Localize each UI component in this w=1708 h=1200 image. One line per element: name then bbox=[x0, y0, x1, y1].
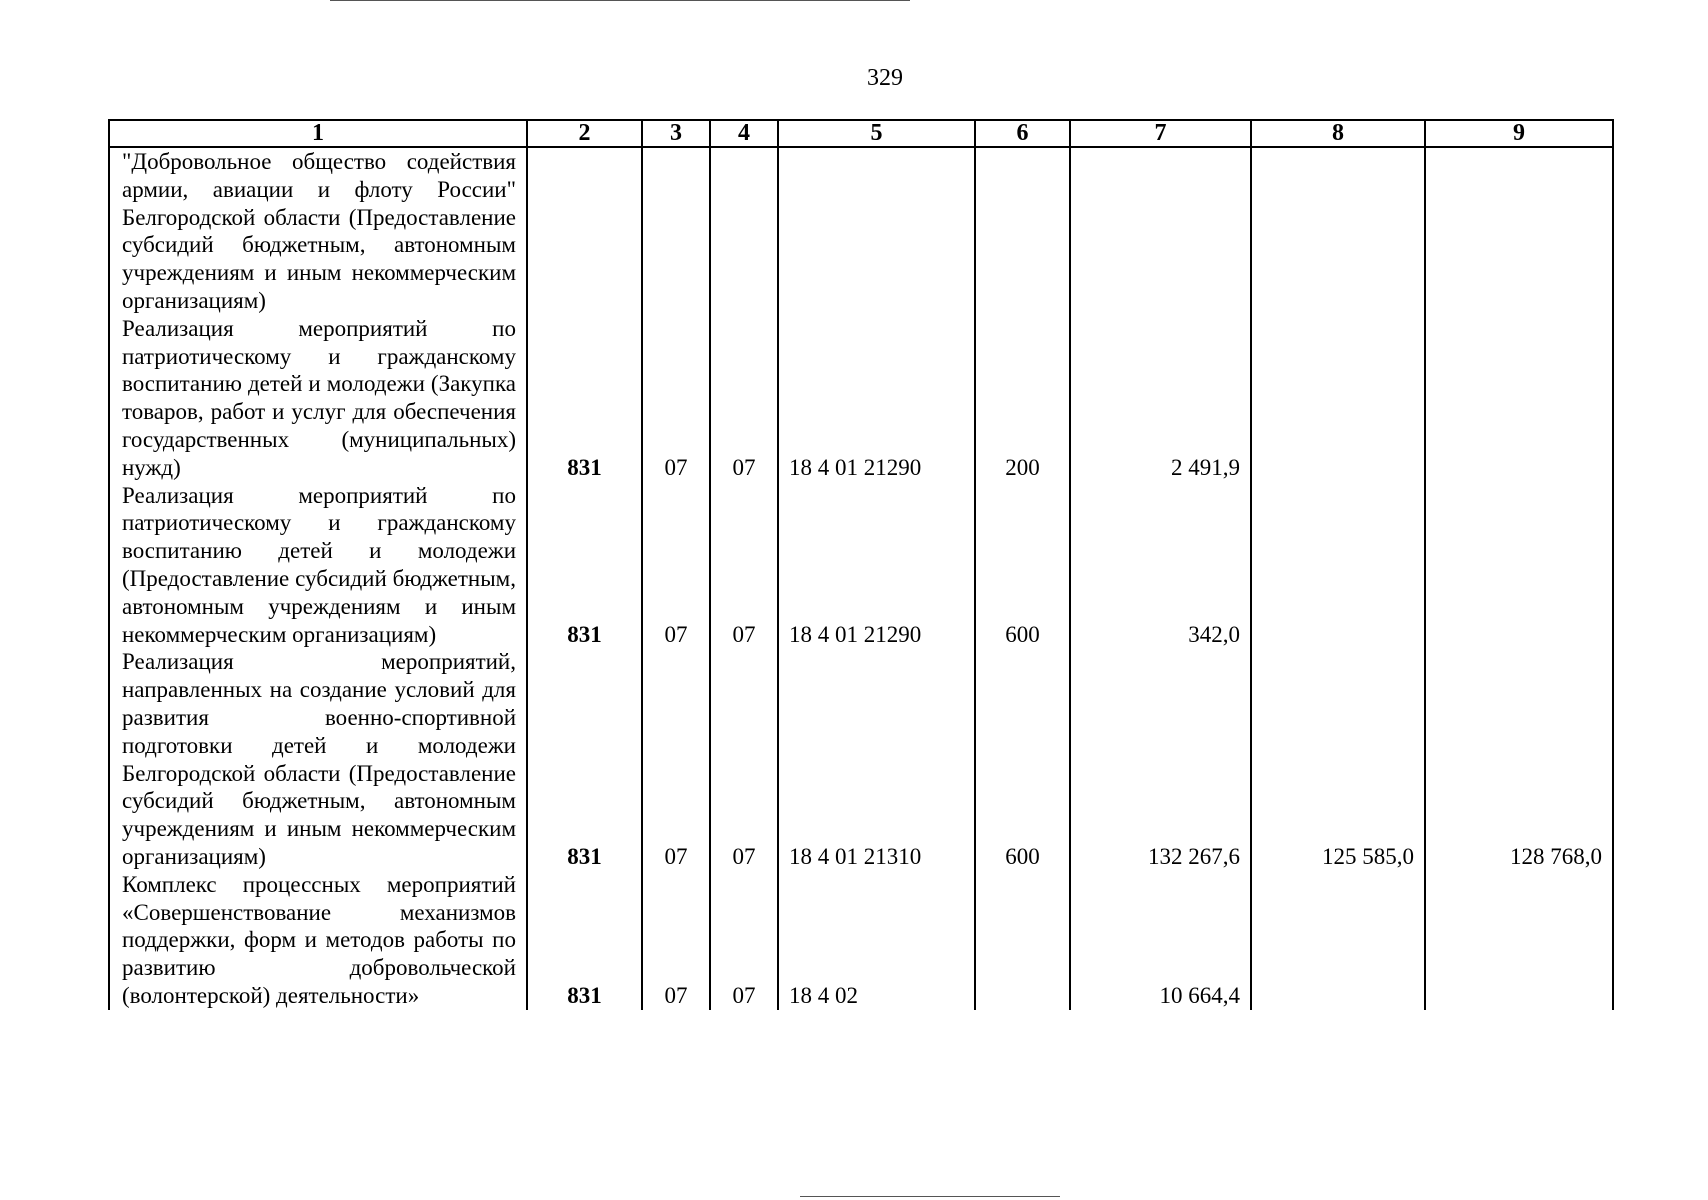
row-description: Реализация мероприятий по патриотическому и гражданскому воспитанию детей и молодежи (Закупка товаров, работ и услуг для обеспечения государственных (муниципальных) нужд) bbox=[109, 315, 527, 482]
header-col-8: 8 bbox=[1251, 120, 1425, 147]
cell-subsection: 07 bbox=[710, 648, 778, 870]
header-col-4: 4 bbox=[710, 120, 778, 147]
row-description: Реализация мероприятий, направленных на создание условий для развития военно-спортивной подготовки детей и молодежи Белгородской области (Предоставление субсидий бюджетным, автономным учреждениям и иным некоммерческим организациям) bbox=[109, 648, 527, 870]
cell-amount-year-1: 132 267,6 bbox=[1070, 648, 1251, 870]
cell-amount-year-1: 342,0 bbox=[1070, 482, 1251, 649]
cell-amount-year-3 bbox=[1425, 315, 1613, 482]
header-col-3: 3 bbox=[642, 120, 710, 147]
header-col-9: 9 bbox=[1425, 120, 1613, 147]
cell-subsection: 07 bbox=[710, 482, 778, 649]
cell-ministry-code: 831 bbox=[527, 871, 642, 1010]
cell-amount-year-3: 128 768,0 bbox=[1425, 648, 1613, 870]
cell-amount-year-3 bbox=[1425, 482, 1613, 649]
cell-amount-year-2 bbox=[1251, 147, 1425, 315]
table-row bbox=[109, 871, 1613, 1010]
row-description: "Добровольное общество содействия армии, авиации и флоту России" Белгородской области (Предоставление субсидий бюджетным, автономным учреждениям и иным некоммерческим организациям) bbox=[109, 147, 527, 315]
cell-section: 07 bbox=[642, 871, 710, 1010]
cell-subsection: 07 bbox=[710, 871, 778, 1010]
cell-ministry-code: 831 bbox=[527, 315, 642, 482]
cell-section bbox=[642, 147, 710, 315]
header-col-7: 7 bbox=[1070, 120, 1251, 147]
cell-expense-type bbox=[975, 147, 1070, 315]
table-row bbox=[109, 147, 1613, 315]
page-number: 329 bbox=[867, 65, 903, 91]
cell-subsection: 07 bbox=[710, 315, 778, 482]
cell-expense-type: 600 bbox=[975, 648, 1070, 870]
cell-section: 07 bbox=[642, 648, 710, 870]
cell-expense-type bbox=[975, 871, 1070, 1010]
cell-section: 07 bbox=[642, 482, 710, 649]
header-col-6: 6 bbox=[975, 120, 1070, 147]
cell-target-article bbox=[778, 147, 975, 315]
header-col-1: 1 bbox=[109, 120, 527, 147]
cell-amount-year-3 bbox=[1425, 871, 1613, 1010]
cell-target-article: 18 4 01 21310 bbox=[778, 648, 975, 870]
cell-ministry-code: 831 bbox=[527, 648, 642, 870]
header-col-2: 2 bbox=[527, 120, 642, 147]
budget-table-container bbox=[108, 119, 1612, 1010]
cell-amount-year-2 bbox=[1251, 482, 1425, 649]
cell-expense-type: 200 bbox=[975, 315, 1070, 482]
cell-ministry-code: 831 bbox=[527, 482, 642, 649]
header-row bbox=[109, 120, 1613, 147]
row-description: Комплекс процессных мероприятий «Совершенствование механизмов поддержки, форм и методов работы по развитию добровольческой (волонтерской) деятельности» bbox=[109, 871, 527, 1010]
cell-target-article: 18 4 01 21290 bbox=[778, 315, 975, 482]
cell-amount-year-3 bbox=[1425, 147, 1613, 315]
cell-expense-type: 600 bbox=[975, 482, 1070, 649]
cell-target-article: 18 4 01 21290 bbox=[778, 482, 975, 649]
cell-amount-year-1: 10 664,4 bbox=[1070, 871, 1251, 1010]
cell-section: 07 bbox=[642, 315, 710, 482]
header-col-5: 5 bbox=[778, 120, 975, 147]
cell-amount-year-2 bbox=[1251, 871, 1425, 1010]
cell-amount-year-2: 125 585,0 bbox=[1251, 648, 1425, 870]
cell-subsection bbox=[710, 147, 778, 315]
cell-amount-year-1 bbox=[1070, 147, 1251, 315]
row-description: Реализация мероприятий по патриотическому и гражданскому воспитанию детей и молодежи (Предоставление субсидий бюджетным, автономным учреждениям и иным некоммерческим организациям) bbox=[109, 482, 527, 649]
cell-ministry-code bbox=[527, 147, 642, 315]
table-row bbox=[109, 482, 1613, 649]
cell-amount-year-1: 2 491,9 bbox=[1070, 315, 1251, 482]
cell-target-article: 18 4 02 bbox=[778, 871, 975, 1010]
top-scan-rule bbox=[330, 0, 910, 1]
cell-amount-year-2 bbox=[1251, 315, 1425, 482]
table-row bbox=[109, 315, 1613, 482]
table-row bbox=[109, 648, 1613, 870]
bottom-scan-rule bbox=[800, 1196, 1060, 1197]
budget-table bbox=[108, 119, 1614, 1010]
